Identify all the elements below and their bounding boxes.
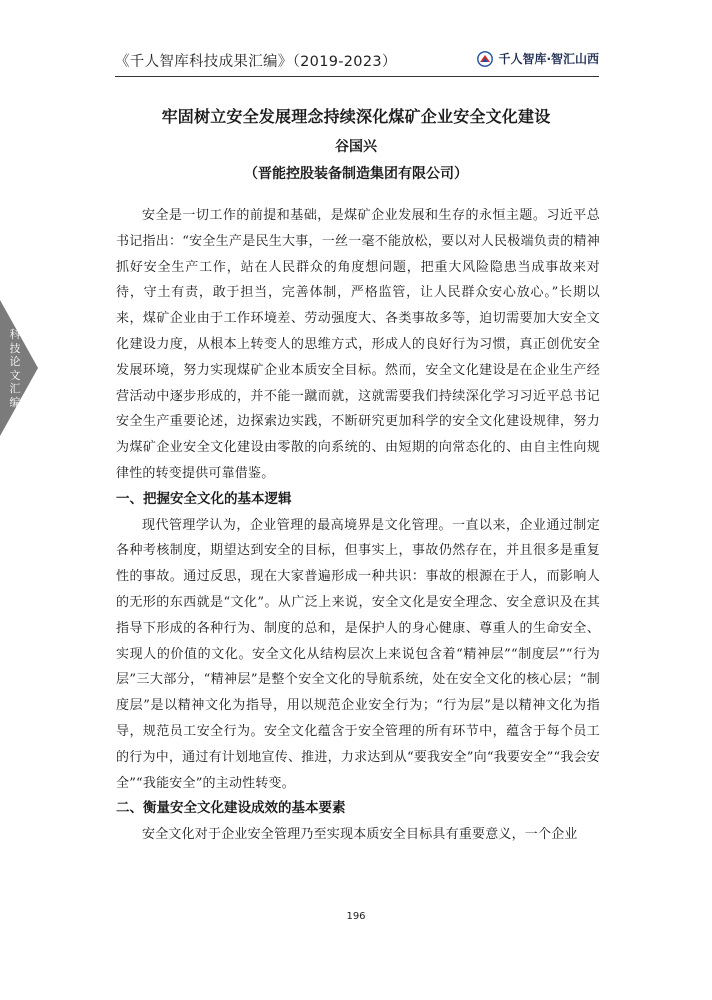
- author: 谷国兴: [335, 139, 377, 155]
- running-header: [115, 46, 599, 77]
- section-heading-2: 二、衡量安全文化建设成效的基本要素: [116, 800, 346, 817]
- book-title: 《千人智库科技成果汇编》（2019-2023）: [115, 54, 397, 70]
- article-title: 牢固树立安全发展理念持续深化煤矿企业安全文化建设: [161, 107, 551, 126]
- brand-logo-icon: [477, 51, 493, 67]
- section-heading-1: 一、把握安全文化的基本逻辑: [116, 490, 292, 507]
- side-tab: [0, 300, 38, 436]
- side-tab-label: 科技论文汇编: [9, 328, 21, 409]
- affiliation: （晋能控股装备制造集团有限公司）: [244, 166, 468, 182]
- brand-name: 千人智库·智汇山西: [498, 52, 599, 66]
- section-1-paragraph: 现代管理学认为，企业管理的最高境界是文化管理。一直以来，企业通过制定各种考核制度，期望达到安全的目标，但事实上，事故仍然存在，并且很多是重复性的事故。通过反思，现在大家普遍形成一种共识：事故的根源在于人，而影响人的无形的东西就是“文化”。从广泛上来说，安全文化是安全理念、安全意识及在其指导下形成的各种行为、制度的总和，是保护人的身心健康、尊重人的生命安全、实现人的价值的文化。安全文化从结构层次上来说包含着“精神层”“制度层”“行为层”三大部分，“精神层”是整个安全文化的导航系统，处在安全文化的核心层；“制度层”是以精神文化为指导，用以规范企业安全行为；“行为层”是以精神文化为指导，规范员工安全行为。安全文化蕴含于安全管理的所有环节中，蕴含于每个员工的行为中，通过有计划地宣传、推进，力求达到从“要我安全”向“我要安全”“我会安全”“我能安全”的主动性转变。: [116, 517, 600, 791]
- section-2-paragraph: 安全文化对于企业安全管理乃至实现本质安全目标具有重要意义，一个企业: [142, 827, 578, 843]
- page-number: 196: [346, 911, 366, 922]
- article-body: [116, 203, 600, 848]
- brand: [477, 50, 599, 67]
- intro-paragraph: 安全是一切工作的前提和基础，是煤矿企业发展和生存的永恒主题。习近平总书记指出：“安全生产是民生大事，一丝一毫不能放松，要以对人民极端负责的精神抓好安全生产工作，站在人民群众的角度想问题，把重大风险隐患当成事故来对待，守土有责，敢于担当，完善体制，严格监管，让人民群众安心放心。”长期以来，煤矿企业由于工作环境差、劳动强度大、各类事故多等，迫切需要加大安全文化建设力度，从根本上转变人的思维方式，形成人的良好行为习惯，真正创优安全发展环境，努力实现煤矿企业本质安全目标。然而，安全文化建设是在企业生产经营活动中逐步形成的，并不能一蹴而就，这就需要我们持续深化学习习近平总书记安全生产重要论述，边探索边实践，不断研究更加科学的安全文化建设规律，努力为煤矿企业安全文化建设由零散的向系统的、由短期的向常态化的、由自主性向规律性的转变提供可靠借鉴。: [116, 208, 600, 481]
